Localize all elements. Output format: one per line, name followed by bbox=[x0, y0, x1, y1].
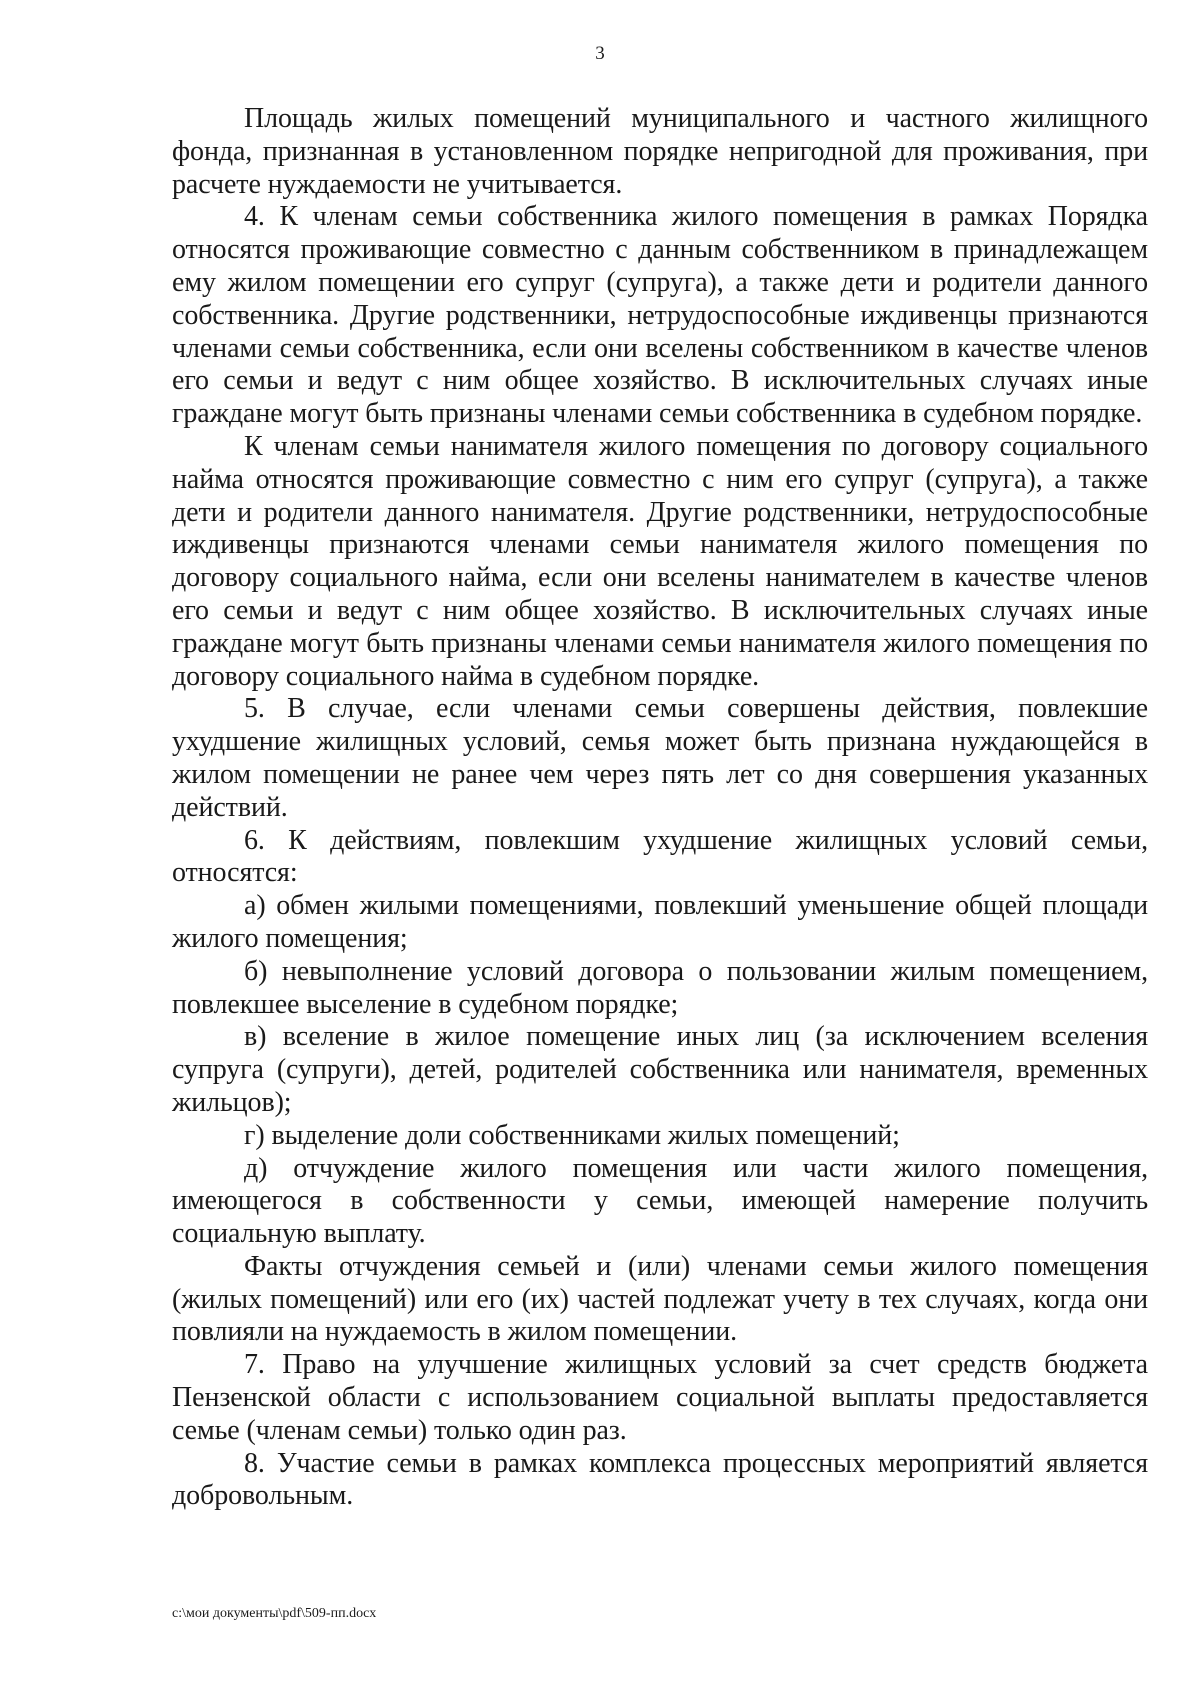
paragraph-4-owner-family-members: 4. К членам семьи собственника жилого помещения в рамках Порядка относятся проживающие совместно с данным собственником в принадлежащем ему жилом помещении его супруг (супруга), а также дети и родители данного собственника. Другие родственники, нетрудоспособные иждивенцы признаются членами семьи собственника, если они вселены собственником в качестве членов его семьи и ведут с ним общее хозяйство. В исключительных случаях иные граждане могут быть признаны членами семьи собственника в судебном порядке. bbox=[172, 201, 1148, 430]
paragraph-unfit-housing-area: Площадь жилых помещений муниципального и частного жилищного фонда, признанная в установленном порядке непригодной для проживания, при расчете нуждаемости не учитывается. bbox=[172, 103, 1148, 200]
list-item-g-share-allocation: г) выделение доли собственниками жилых помещений; bbox=[244, 1119, 900, 1151]
page-number: 3 bbox=[595, 43, 605, 64]
footer-file-path: c:\мои документы\pdf\509-пп.docx bbox=[172, 1606, 377, 1621]
document-body bbox=[172, 103, 1148, 1513]
list-item-a-exchange: а) обмен жилыми помещениями, повлекший уменьшение общей площади жилого помещения; bbox=[172, 890, 1148, 954]
list-item-d-alienation: д) отчуждение жилого помещения или части жилого помещения, имеющегося в собственности у семьи, имеющей намерение получить социальную выплату. bbox=[172, 1152, 1148, 1250]
list-item-b-eviction: б) невыполнение условий договора о пользовании жилым помещением, повлекшее выселение в судебном порядке; bbox=[172, 955, 1148, 1020]
paragraph-alienation-facts: Факты отчуждения семьей и (или) членами семьи жилого помещения (жилых помещений) или его (их) частей подлежат учету в тех случаях, когда они повлияли на нуждаемость в жилом помещении. bbox=[172, 1250, 1148, 1348]
paragraph-8-voluntary-participation: 8. Участие семьи в рамках комплекса процессных мероприятий является добровольным. bbox=[172, 1447, 1148, 1512]
paragraph-tenant-family-members: К членам семьи нанимателя жилого помещения по договору социального найма относятся проживающие совместно с ним его супруг (супруга), а также дети и родители данного нанимателя. Другие родственники, нетрудоспособные иждивенцы признаются членами семьи нанимателя жилого помещения по договору социального найма, если они вселены нанимателем в качестве членов его семьи и ведут с ним общее хозяйство. В исключительных случаях иные граждане могут быть признаны членами семьи нанимателя жилого помещения по договору социального найма в судебном порядке. bbox=[172, 430, 1148, 692]
paragraph-6-worsening-actions: 6. К действиям, повлекшим ухудшение жилищных условий семьи, относятся: bbox=[172, 824, 1148, 889]
paragraph-5-worsening-conditions: 5. В случае, если членами семьи совершены действия, повлекшие ухудшение жилищных условий, семья может быть признана нуждающейся в жилом помещении не ранее чем через пять лет со дня совершения указанных действий. bbox=[172, 693, 1148, 823]
paragraph-7-one-time-right: 7. Право на улучшение жилищных условий за счет средств бюджета Пензенской области с использованием социальной выплаты предоставляется семье (членам семьи) только один раз. bbox=[172, 1349, 1148, 1446]
list-item-v-settlement: в) вселение в жилое помещение иных лиц (за исключением вселения супруга (супруги), детей, родителей собственника или нанимателя, временных жильцов); bbox=[172, 1021, 1148, 1118]
